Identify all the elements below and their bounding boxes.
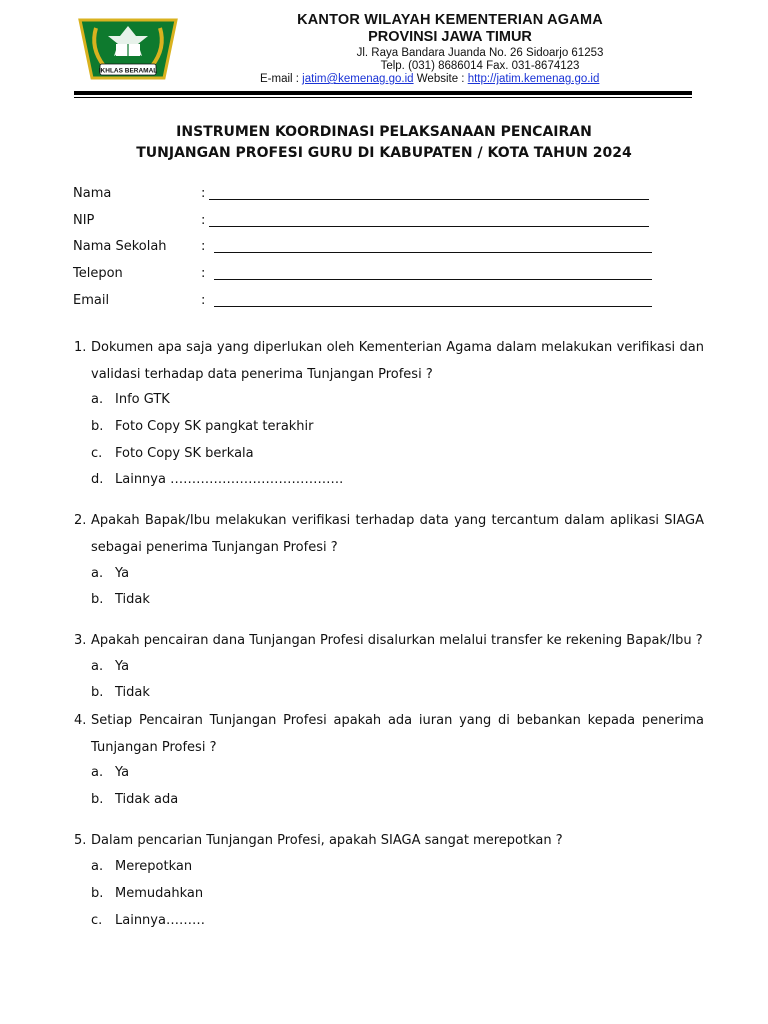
option-letter: b. (91, 592, 104, 607)
letterhead-divider-thin (74, 97, 692, 98)
option-text: Tidak (115, 592, 150, 607)
option-letter: a. (91, 392, 104, 407)
option-text: Foto Copy SK pangkat terakhir (115, 419, 314, 434)
email-link[interactable]: jatim@kemenag.go.id (302, 73, 414, 85)
document-subtitle: TUNJANGAN PROFESI GURU DI KABUPATEN / KOTA TAHUN 2024 (136, 145, 632, 161)
field-colon: : (201, 213, 206, 228)
question-3 (74, 627, 704, 654)
option-text: Ya (115, 659, 130, 674)
letterhead-phone: Telp. (031) 8686014 Fax. 031-8674123 (380, 60, 580, 72)
option-text: Tidak ada (115, 792, 179, 807)
letterhead-office-name: KANTOR WILAYAH KEMENTERIAN AGAMA (297, 12, 603, 28)
website-label: Website : (413, 73, 468, 85)
option-letter: b. (91, 685, 104, 700)
option-text: Ya (115, 765, 130, 780)
email-blank-line[interactable] (214, 306, 652, 307)
field-colon: : (201, 266, 206, 281)
telepon-blank-line[interactable] (214, 279, 652, 280)
question-1 (74, 334, 704, 388)
document-title: INSTRUMEN KOORDINASI PELAKSANAAN PENCAIRAN (176, 124, 592, 140)
option-letter: a. (91, 659, 104, 674)
letterhead-province: PROVINSI JAWA TIMUR (368, 29, 532, 45)
option-letter: b. (91, 792, 104, 807)
option-letter: a. (91, 765, 104, 780)
field-label: NIP (73, 213, 95, 228)
letterhead-address: Jl. Raya Bandara Juanda No. 26 Sidoarjo 61253 (356, 47, 604, 59)
option-letter: c. (91, 913, 103, 928)
option-text: Lainnya……… (115, 913, 205, 928)
field-colon: : (201, 186, 206, 201)
website-link[interactable]: http://jatim.kemenag.go.id (467, 73, 600, 85)
nama-blank-line[interactable] (209, 199, 649, 200)
option-letter: c. (91, 446, 103, 461)
option-text: Tidak (115, 685, 150, 700)
letterhead-contact (260, 73, 680, 85)
field-label: Telepon (73, 266, 123, 281)
option-text: Info GTK (115, 392, 170, 407)
option-text: Merepotkan (115, 859, 193, 874)
option-text: Lainnya …………………………………. (115, 472, 344, 487)
option-text: Foto Copy SK berkala (115, 446, 254, 461)
question-number: 4. (74, 713, 87, 728)
question-text: Dalam pencarian Tunjangan Profesi, apakah SIAGA sangat merepotkan ? (91, 833, 563, 848)
kemenag-emblem-icon (76, 14, 180, 88)
question-5 (74, 827, 704, 854)
option-letter: a. (91, 859, 104, 874)
option-text: Ya (115, 566, 130, 581)
field-label: Email (73, 293, 110, 308)
logo-motto: IKHLAS BERAMAL (98, 67, 158, 75)
question-2 (74, 507, 704, 561)
question-number: 2. (74, 513, 87, 528)
option-letter: d. (91, 472, 104, 487)
nip-blank-line[interactable] (209, 226, 649, 227)
field-label: Nama (73, 186, 112, 201)
field-colon: : (201, 293, 206, 308)
question-number: 3. (74, 633, 87, 648)
question-text: Apakah Bapak/Ibu melakukan verifikasi terhadap data yang tercantum dalam aplikasi SIAGA sebagai penerima Tunjangan Profesi ? (91, 513, 704, 555)
option-letter: a. (91, 566, 104, 581)
question-4 (74, 707, 704, 761)
email-label: E-mail : (260, 73, 303, 85)
question-text: Setiap Pencairan Tunjangan Profesi apakah ada iuran yang di bebankan kepada penerima Tunjangan Profesi ? (91, 713, 704, 755)
nama-sekolah-blank-line[interactable] (214, 252, 652, 253)
field-colon: : (201, 239, 206, 254)
question-number: 1. (74, 340, 87, 355)
option-text: Memudahkan (115, 886, 204, 901)
option-letter: b. (91, 886, 104, 901)
field-label: Nama Sekolah (73, 239, 167, 254)
option-letter: b. (91, 419, 104, 434)
letterhead-divider (74, 91, 692, 95)
question-number: 5. (74, 833, 87, 848)
question-text: Apakah pencairan dana Tunjangan Profesi disalurkan melalui transfer ke rekening Bapak/Ibu ? (91, 633, 703, 648)
question-text: Dokumen apa saja yang diperlukan oleh Kementerian Agama dalam melakukan verifikasi dan validasi terhadap data penerima Tunjangan Profesi ? (91, 340, 704, 382)
